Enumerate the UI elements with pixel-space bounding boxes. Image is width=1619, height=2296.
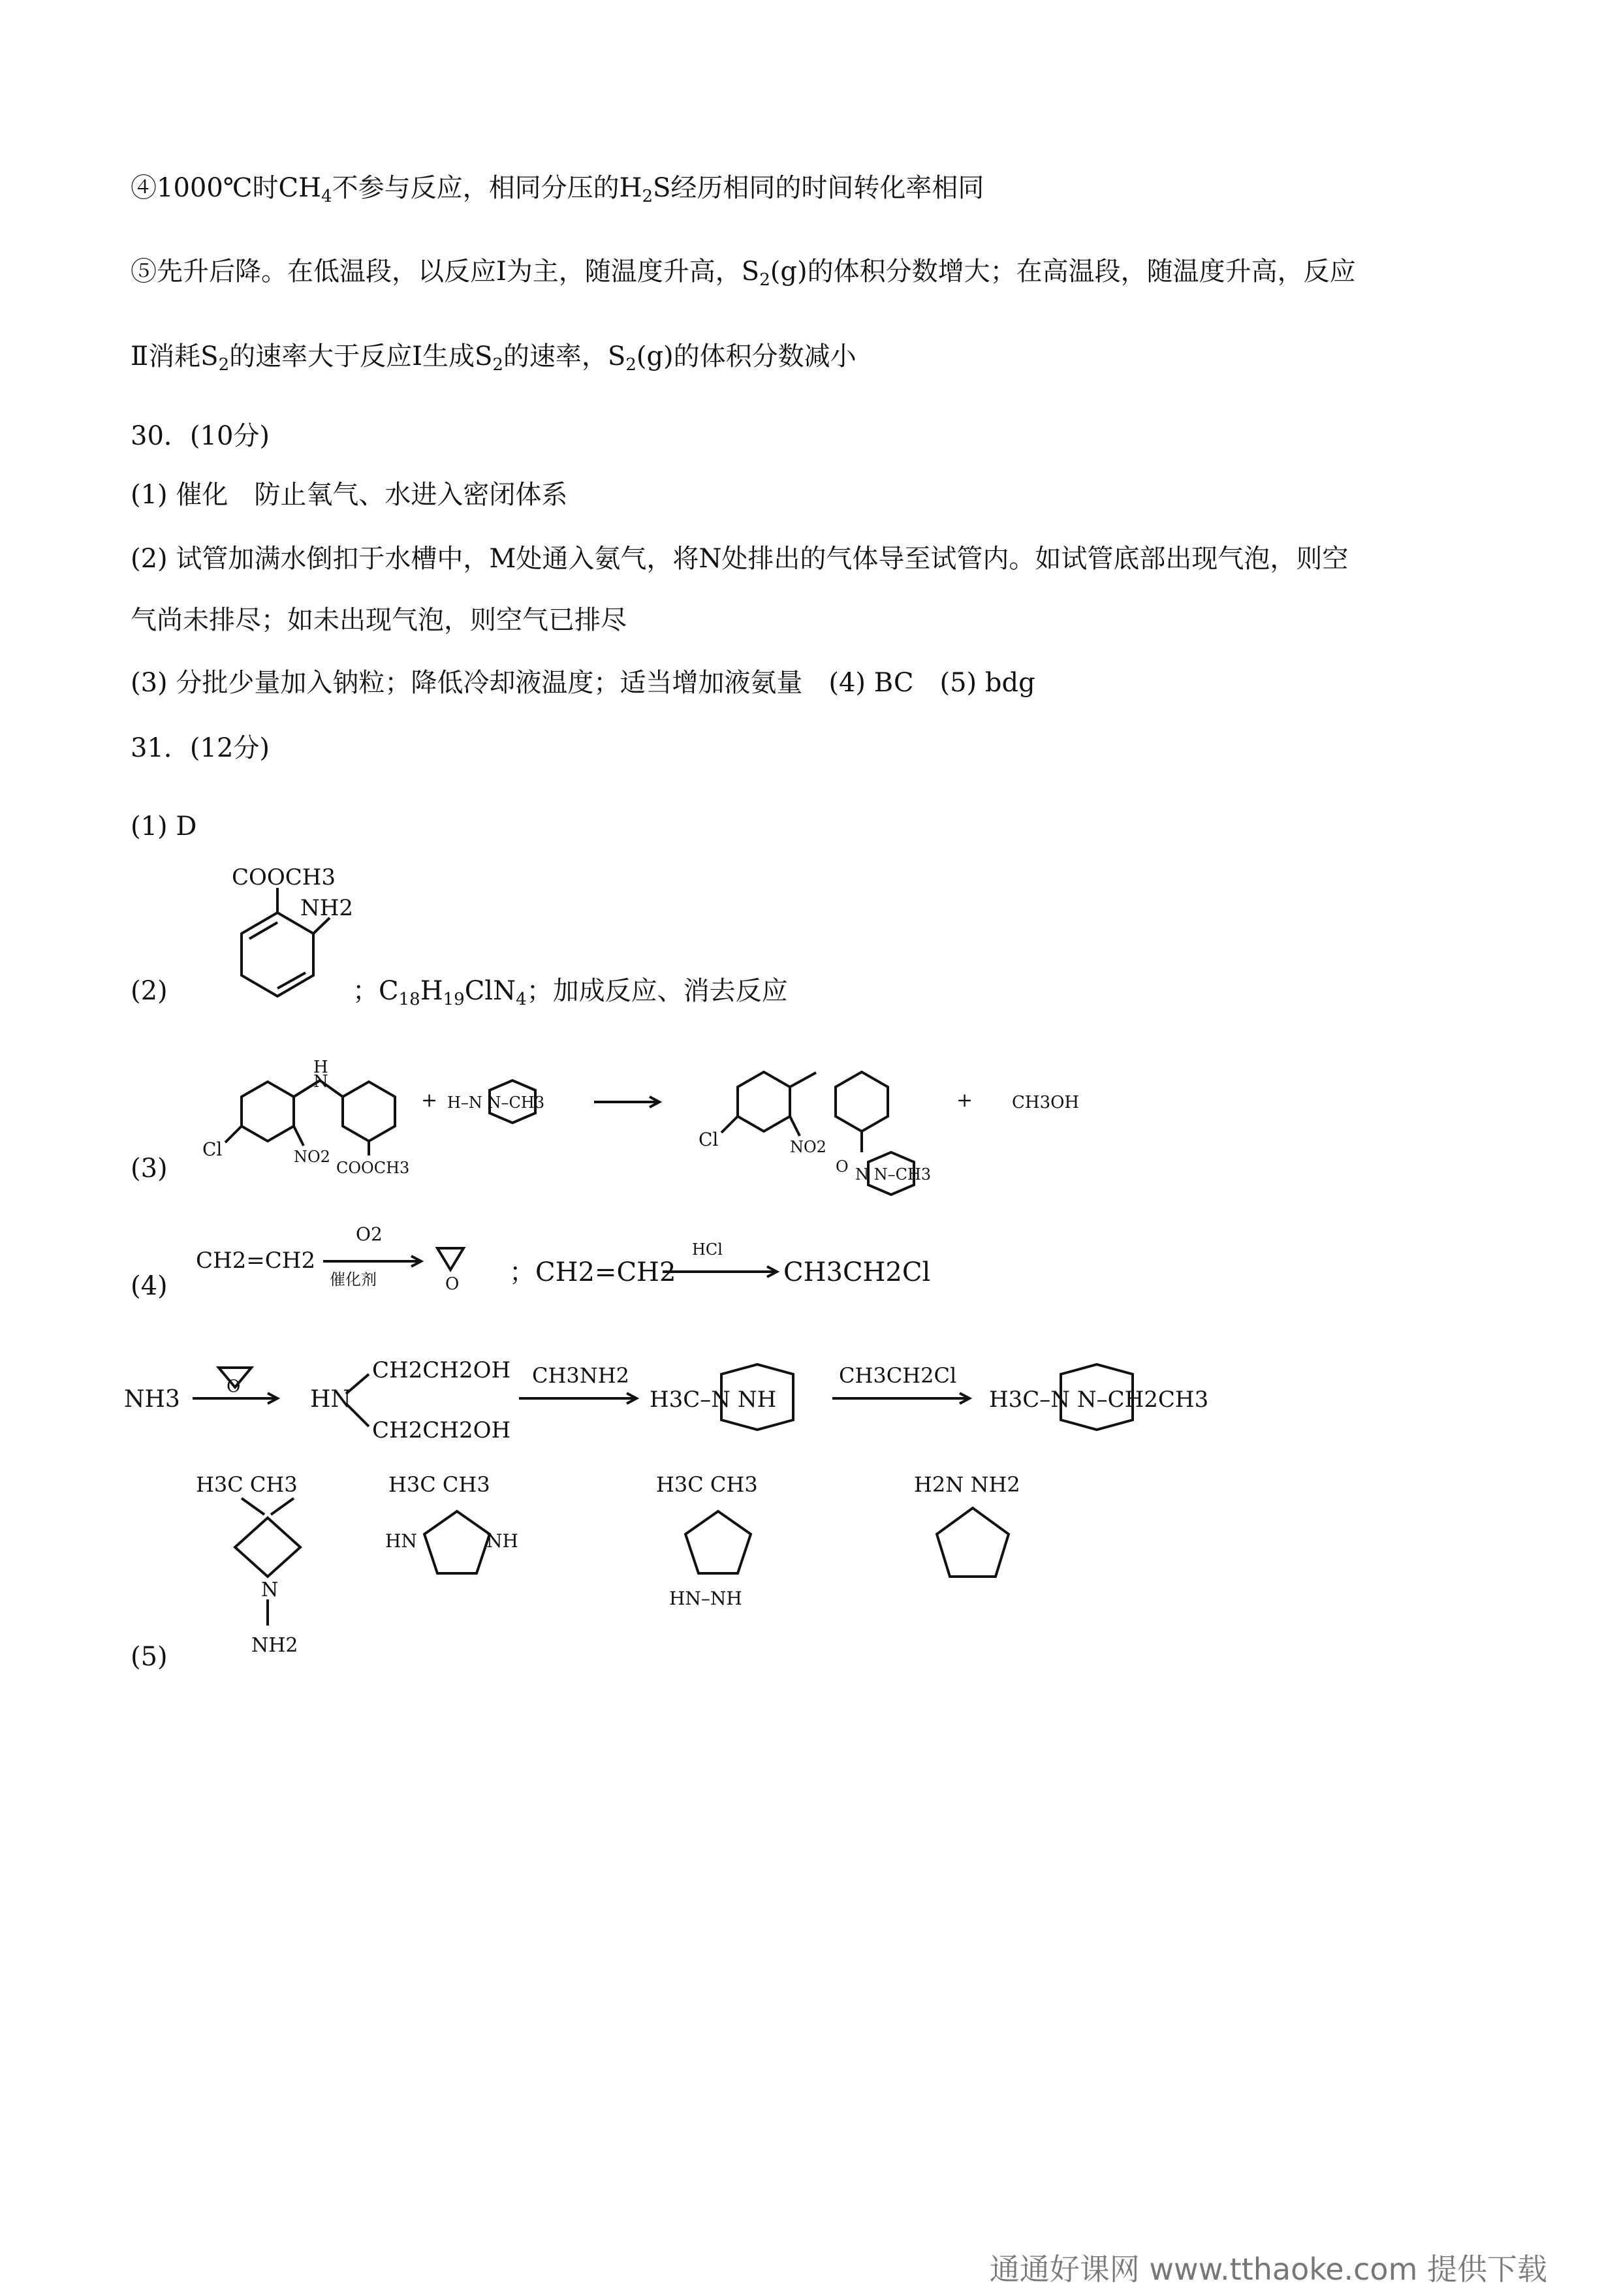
svg-text:Cl: Cl	[202, 1139, 223, 1160]
svg-text:HN: HN	[385, 1530, 417, 1552]
svg-text:N: N	[313, 1072, 328, 1092]
svg-text:COOCH3: COOCH3	[232, 864, 336, 890]
reaction-3-scheme	[189, 1035, 1116, 1198]
svg-text:Cl: Cl	[699, 1129, 719, 1150]
svg-text:CH2CH2OH: CH2CH2OH	[372, 1357, 511, 1383]
reaction-4-scheme	[189, 1208, 973, 1312]
svg-text:COOCH3: COOCH3	[336, 1159, 410, 1177]
q30-answer-2b: 气尚未排尽；如未出现气泡，则空气已排尽	[131, 605, 627, 635]
svg-text:H: H	[313, 1058, 328, 1077]
svg-text:CH3CH2Cl: CH3CH2Cl	[783, 1257, 931, 1287]
svg-text:CH2CH2OH: CH2CH2OH	[372, 1417, 511, 1443]
answer-line-5b: Ⅱ消耗$S_2$的速率大于反应Ⅰ生成$S_2$的速率，$S_2(g)$的体积分数减小	[131, 341, 857, 375]
q31-answer-1: (1) D	[131, 811, 197, 841]
svg-text:H–N N–CH3: H–N N–CH3	[447, 1093, 545, 1112]
q31-answer-4-label: (4)	[131, 1271, 168, 1301]
q31-answer-5-label: (5)	[131, 1642, 168, 1672]
svg-text:N N–CH3: N N–CH3	[855, 1165, 932, 1184]
svg-text:O2: O2	[356, 1223, 383, 1245]
answer-line-5a: ⑤先升后降。在低温段，以反应Ⅰ为主，随温度升高，$S_2(g)$的体积分数增大；在高温段，随温度升高，反应	[131, 257, 1356, 290]
q30-answer-2a: (2) 试管加满水倒扣于水槽中，M处通入氨气，将N处排出的气体导至试管内。如试管底部出现气泡，则空	[131, 544, 1349, 574]
svg-text:NH2: NH2	[300, 895, 354, 921]
svg-text:O: O	[445, 1274, 460, 1294]
svg-text:NO2: NO2	[790, 1138, 826, 1156]
q31-answer-3-label: (3)	[131, 1154, 168, 1184]
q30-answer-3-5: (3) 分批少量加入钠粒；降低冷却液温度；适当增加液氨量 (4) BC (5) bdg	[131, 668, 1035, 698]
svg-text:H3C–N NH: H3C–N NH	[650, 1387, 777, 1413]
svg-text:HN–NH: HN–NH	[669, 1588, 742, 1609]
svg-text:HCl: HCl	[692, 1240, 723, 1259]
svg-text:CH3CH2Cl: CH3CH2Cl	[839, 1363, 957, 1388]
svg-text:+: +	[421, 1089, 438, 1112]
question-31-heading: 31．(12分)	[131, 733, 270, 763]
methyl-anthranilate-structure	[196, 855, 366, 1025]
footer-watermark: 通通好课网 www.tthaoke.com 提供下载	[989, 2252, 1547, 2287]
answer-line-4: ④1000℃时$CH_4$不参与反应，相同分压的$H_2S$经历相同的时间转化率相同	[131, 173, 984, 206]
svg-text:NH3: NH3	[124, 1386, 180, 1413]
svg-text:HN: HN	[310, 1386, 351, 1413]
svg-text:CH3NH2: CH3NH2	[532, 1363, 630, 1388]
svg-text:H3C CH3: H3C CH3	[656, 1472, 758, 1497]
svg-text:H2N NH2: H2N NH2	[914, 1472, 1020, 1497]
svg-text:H3C–N N–CH2CH3: H3C–N N–CH2CH3	[989, 1387, 1209, 1413]
svg-text:催化剂: 催化剂	[330, 1270, 377, 1289]
svg-text:H3C CH3: H3C CH3	[388, 1472, 490, 1497]
svg-text:CH2=CH2: CH2=CH2	[196, 1248, 316, 1274]
svg-text:N: N	[261, 1579, 279, 1601]
svg-text:O: O	[836, 1157, 849, 1176]
svg-text:O: O	[227, 1377, 241, 1396]
svg-text:；CH2=CH2: ；CH2=CH2	[509, 1257, 676, 1287]
q31-answer-2-label: (2)	[131, 976, 168, 1006]
svg-text:H3C CH3: H3C CH3	[196, 1472, 298, 1497]
q30-answer-1: (1) 催化 防止氧气、水进入密闭体系	[131, 480, 568, 510]
svg-text:NO2: NO2	[294, 1148, 330, 1166]
isomer-structures	[183, 1462, 1129, 1678]
svg-text:CH3OH: CH3OH	[1012, 1093, 1080, 1112]
svg-text:NH: NH	[486, 1530, 518, 1552]
svg-text:NH2: NH2	[251, 1634, 298, 1657]
svg-text:+: +	[956, 1089, 973, 1112]
reaction-4b-scheme	[121, 1319, 1296, 1469]
q31-answer-2-text: ；$C_{18}H_{19}ClN_4$；加成反应、消去反应	[353, 976, 788, 1009]
question-30-heading: 30．(10分)	[131, 421, 270, 451]
